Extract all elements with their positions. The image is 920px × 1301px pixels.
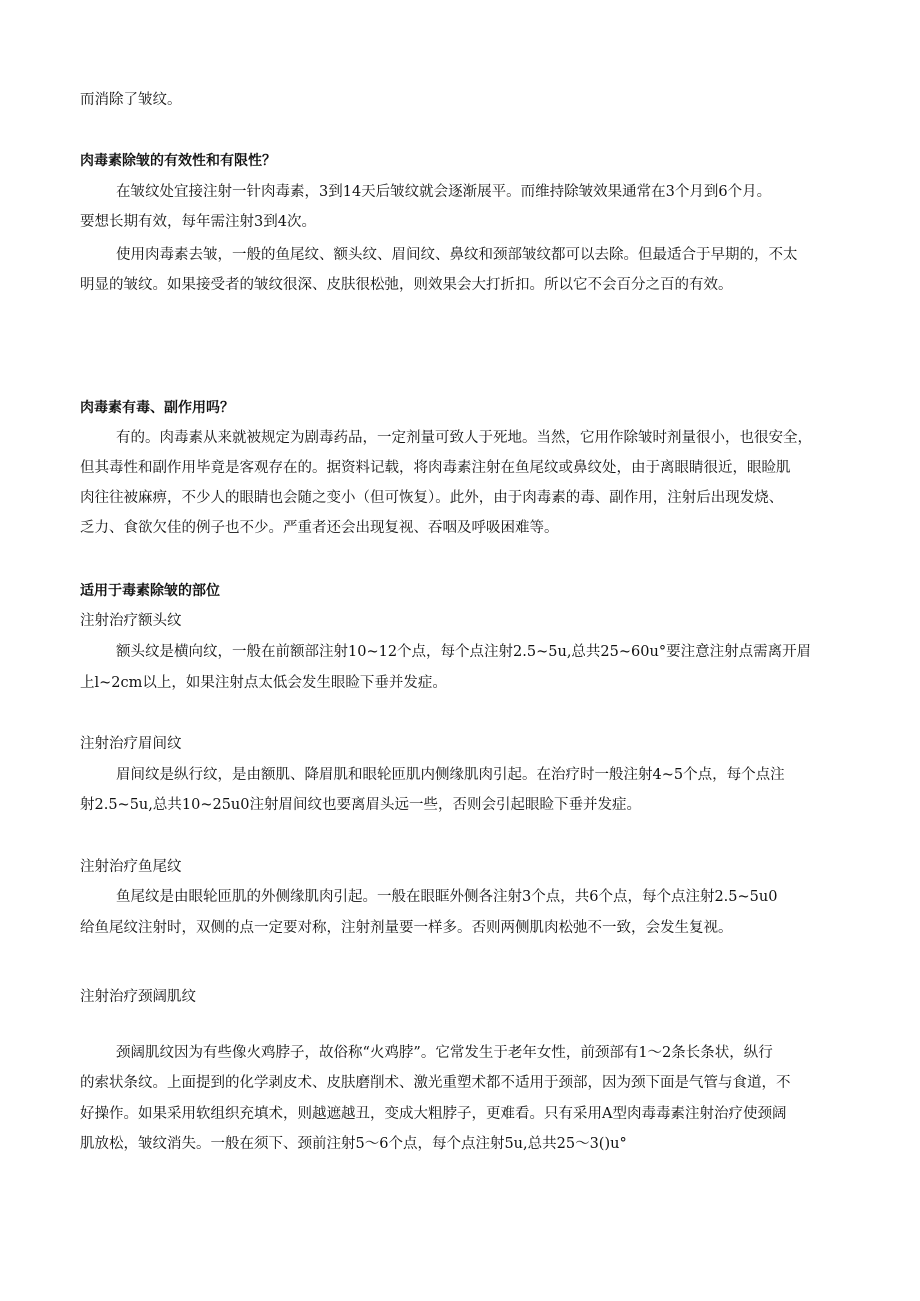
- paragraph-line: 明显的皱纹。如果接受者的皱纹很深、皮肤很松弛，则效果会大打折扣。所以它不会百分之百的有效。: [80, 277, 733, 293]
- paragraph-line: 使用肉毒素去皱，一般的鱼尾纹、额头纹、眉间纹、鼻纹和颈部皱纹都可以去除。但最适合于早期的，不太: [116, 247, 798, 263]
- paragraph-line: 好操作。如果采用软组织充填术，则越遮越丑，变成大粗脖子，更难看。只有采用A型肉毒毒素注射治疗使颈阔: [80, 1106, 787, 1122]
- paragraph-line: 眉间纹是纵行纹，是由额肌、降眉肌和眼轮匝肌内侧缘肌肉引起。在治疗时一般注射4~5个点，每个点注: [116, 767, 785, 783]
- paragraph-line: 上l~2cm以上，如果注射点太低会发生眼睑下垂并发症。: [80, 675, 447, 691]
- paragraph-line: 的索状条纹。上面提到的化学剥皮术、皮肤磨削术、激光重塑术都不适用于颈部，因为颈下面是气管与食道，不: [80, 1075, 791, 1091]
- section-heading-sites: 适用于毒素除皱的部位: [80, 583, 220, 599]
- paragraph-line: 鱼尾纹是由眼轮匝肌的外侧缘肌肉引起。一般在眼眶外侧各注射3个点，共6个点，每个点注射2.5~5u0: [116, 889, 778, 905]
- paragraph-line: 射2.5~5u,总共10~25u0注射眉间纹也要离眉头远一些，否则会引起眼睑下垂并发症。: [80, 797, 641, 813]
- paragraph-line: 但其毒性和副作用毕竟是客观存在的。据资料记载，将肉毒素注射在鱼尾纹或鼻纹处，由于离眼睛很近，眼睑肌: [80, 460, 791, 476]
- paragraph-line: 有的。肉毒素从来就被规定为剧毒药品，一定剂量可致人于死地。当然，它用作除皱时剂量很小，也很安全，: [116, 430, 812, 446]
- subheading-neck: 注射治疗颈阔肌纹: [80, 989, 196, 1005]
- section-heading-effectiveness: 肉毒素除皱的有效性和有限性？: [80, 153, 276, 169]
- intro-tail-text: 而消除了皱纹。: [80, 92, 182, 108]
- section-heading-side-effects: 肉毒素有毒、副作用吗？: [80, 400, 234, 416]
- paragraph-line: 要想长期有效，每年需注射3到4次。: [80, 214, 316, 230]
- paragraph-line: 乏力、食欲欠佳的例子也不少。严重者还会出现复视、吞咽及呼吸困难等。: [80, 520, 559, 536]
- paragraph-line: 额头纹是横向纹，一般在前额部注射10~12个点，每个点注射2.5~5u,总共25~60u°要注意注射点需离开眉: [116, 644, 812, 660]
- paragraph-line: 颈阔肌纹因为有些像火鸡脖子，故俗称“火鸡脖”。它常发生于老年女性，前颈部有1～2条长条状，纵行: [116, 1045, 773, 1061]
- subheading-glabella: 注射治疗眉间纹: [80, 736, 182, 752]
- subheading-forehead: 注射治疗额头纹: [80, 613, 182, 629]
- paragraph-line: 肉往往被麻痹，不少人的眼睛也会随之变小（但可恢复）。此外，由于肉毒素的毒、副作用，注射后出现发烧、: [80, 490, 784, 506]
- subheading-crowsfeet: 注射治疗鱼尾纹: [80, 859, 182, 875]
- paragraph-line: 肌放松，皱纹消失。一般在须下、颈前注射5～6个点，每个点注射5u,总共25～3()u°: [80, 1136, 627, 1152]
- paragraph-line: 在皱纹处宜接注射一针肉毒素，3到14天后皱纹就会逐渐展平。而维持除皱效果通常在3个月到6个月。: [116, 184, 772, 200]
- paragraph-line: 给鱼尾纹注射时，双侧的点一定要对称，注射剂量要一样多。否则两侧肌肉松弛不一致，会发生复视。: [80, 920, 733, 936]
